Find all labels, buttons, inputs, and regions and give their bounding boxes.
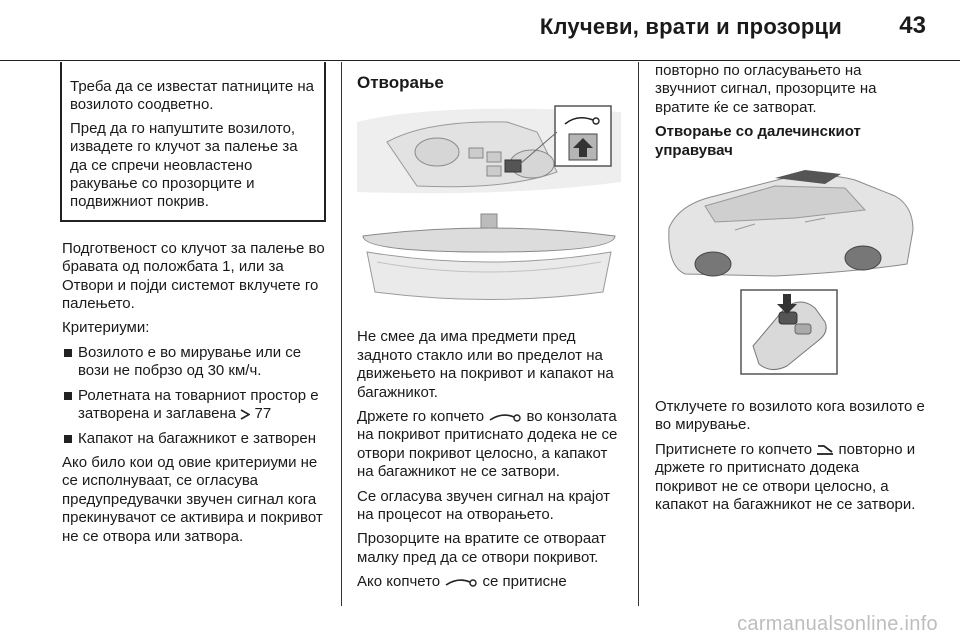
roof-open-icon [488,411,522,423]
criteria-text: Капакот на багажникот е затворен [78,429,317,447]
paragraph: Не смее да има предмети пред задното стакло или во пределот на движењето на покривот и капакот на багажникот. [357,328,614,401]
page-reference-link[interactable]: 77 [254,405,272,423]
header-divider [0,60,960,61]
paragraph [655,441,925,515]
middle-column [357,62,623,598]
criteria-label: Критериуми: [62,319,150,337]
paragraph [357,573,623,591]
roof-remote-icon [816,443,834,456]
criteria-list [62,344,326,448]
list-item [62,430,326,448]
paragraph-text: во конзолата на покривот притиснато додека не се отвори покривот целосно, а капакот на багажникот не се затвори. [357,408,618,481]
readiness-paragraph: Подготвеност со клучот за палење во бравата од положбата 1, или за Отвори и појди системот вклучете го палењето. [62,239,325,313]
paragraph-text: Ако копчето [357,573,441,591]
page-title: Клучеви, врати и прозорци [539,14,842,39]
page-reference-icon [240,409,250,420]
paragraph: повторно по огласувањето на звучниот сигнал, прозорците на вратите ќе се затворат. [655,62,877,116]
paragraph-text: се притисне [482,573,567,591]
paragraph-text: Држете го копчето [357,408,485,426]
paragraph: Прозорците на вратите се отвораат малку пред да се отвори покривот. [357,530,607,566]
left-column [62,62,326,552]
remote-roof-opening-illustration [655,166,919,384]
paragraph [357,408,623,482]
note-line: Треба да се известат патниците на возилото соодветно. [70,78,314,114]
paragraph-text: повторно и држете го притиснато додека покривот не се отвори целосно, а капакот на багажникот не се затвори. [655,440,916,514]
column-divider [638,62,639,606]
note-box [60,62,326,222]
paragraph: Се огласува звучен сигнал на крајот на процесот на отворањето. [357,487,611,524]
paragraph-text: Притиснете го копчето [655,440,813,458]
list-item [62,344,326,381]
paragraph: Отклучете го возилото кога возилото е во мирување. [655,398,925,434]
sub-heading: Отворање со далечинскиот управувач [655,123,861,159]
list-item [62,387,326,424]
column-divider [341,62,342,606]
right-column [655,62,925,520]
section-heading: Отворање [357,73,444,92]
roof-open-icon [444,576,478,588]
page-number: 43 [899,12,926,39]
note-line: Пред да го напуштите возилото, извадете го клучот за палење за да се спречи неовластено ракување со прозорците и подвижниот покрив. [70,119,298,211]
warning-paragraph: Ако било кои од овие критериуми не се исполнуваат, се огласува предупредувачки звучен сигнал кога прекинувачот се активира и покривот не се отвора или затвора. [62,453,323,545]
criteria-text: Ролетната на товарниот простор е затворена и заглавена [78,386,319,423]
criteria-text: Возилото е во мирување или се вози не побрзо од 30 км/ч. [78,343,302,380]
roof-console-illustration [357,102,621,314]
watermark: carmanualsonline.info [737,613,938,635]
